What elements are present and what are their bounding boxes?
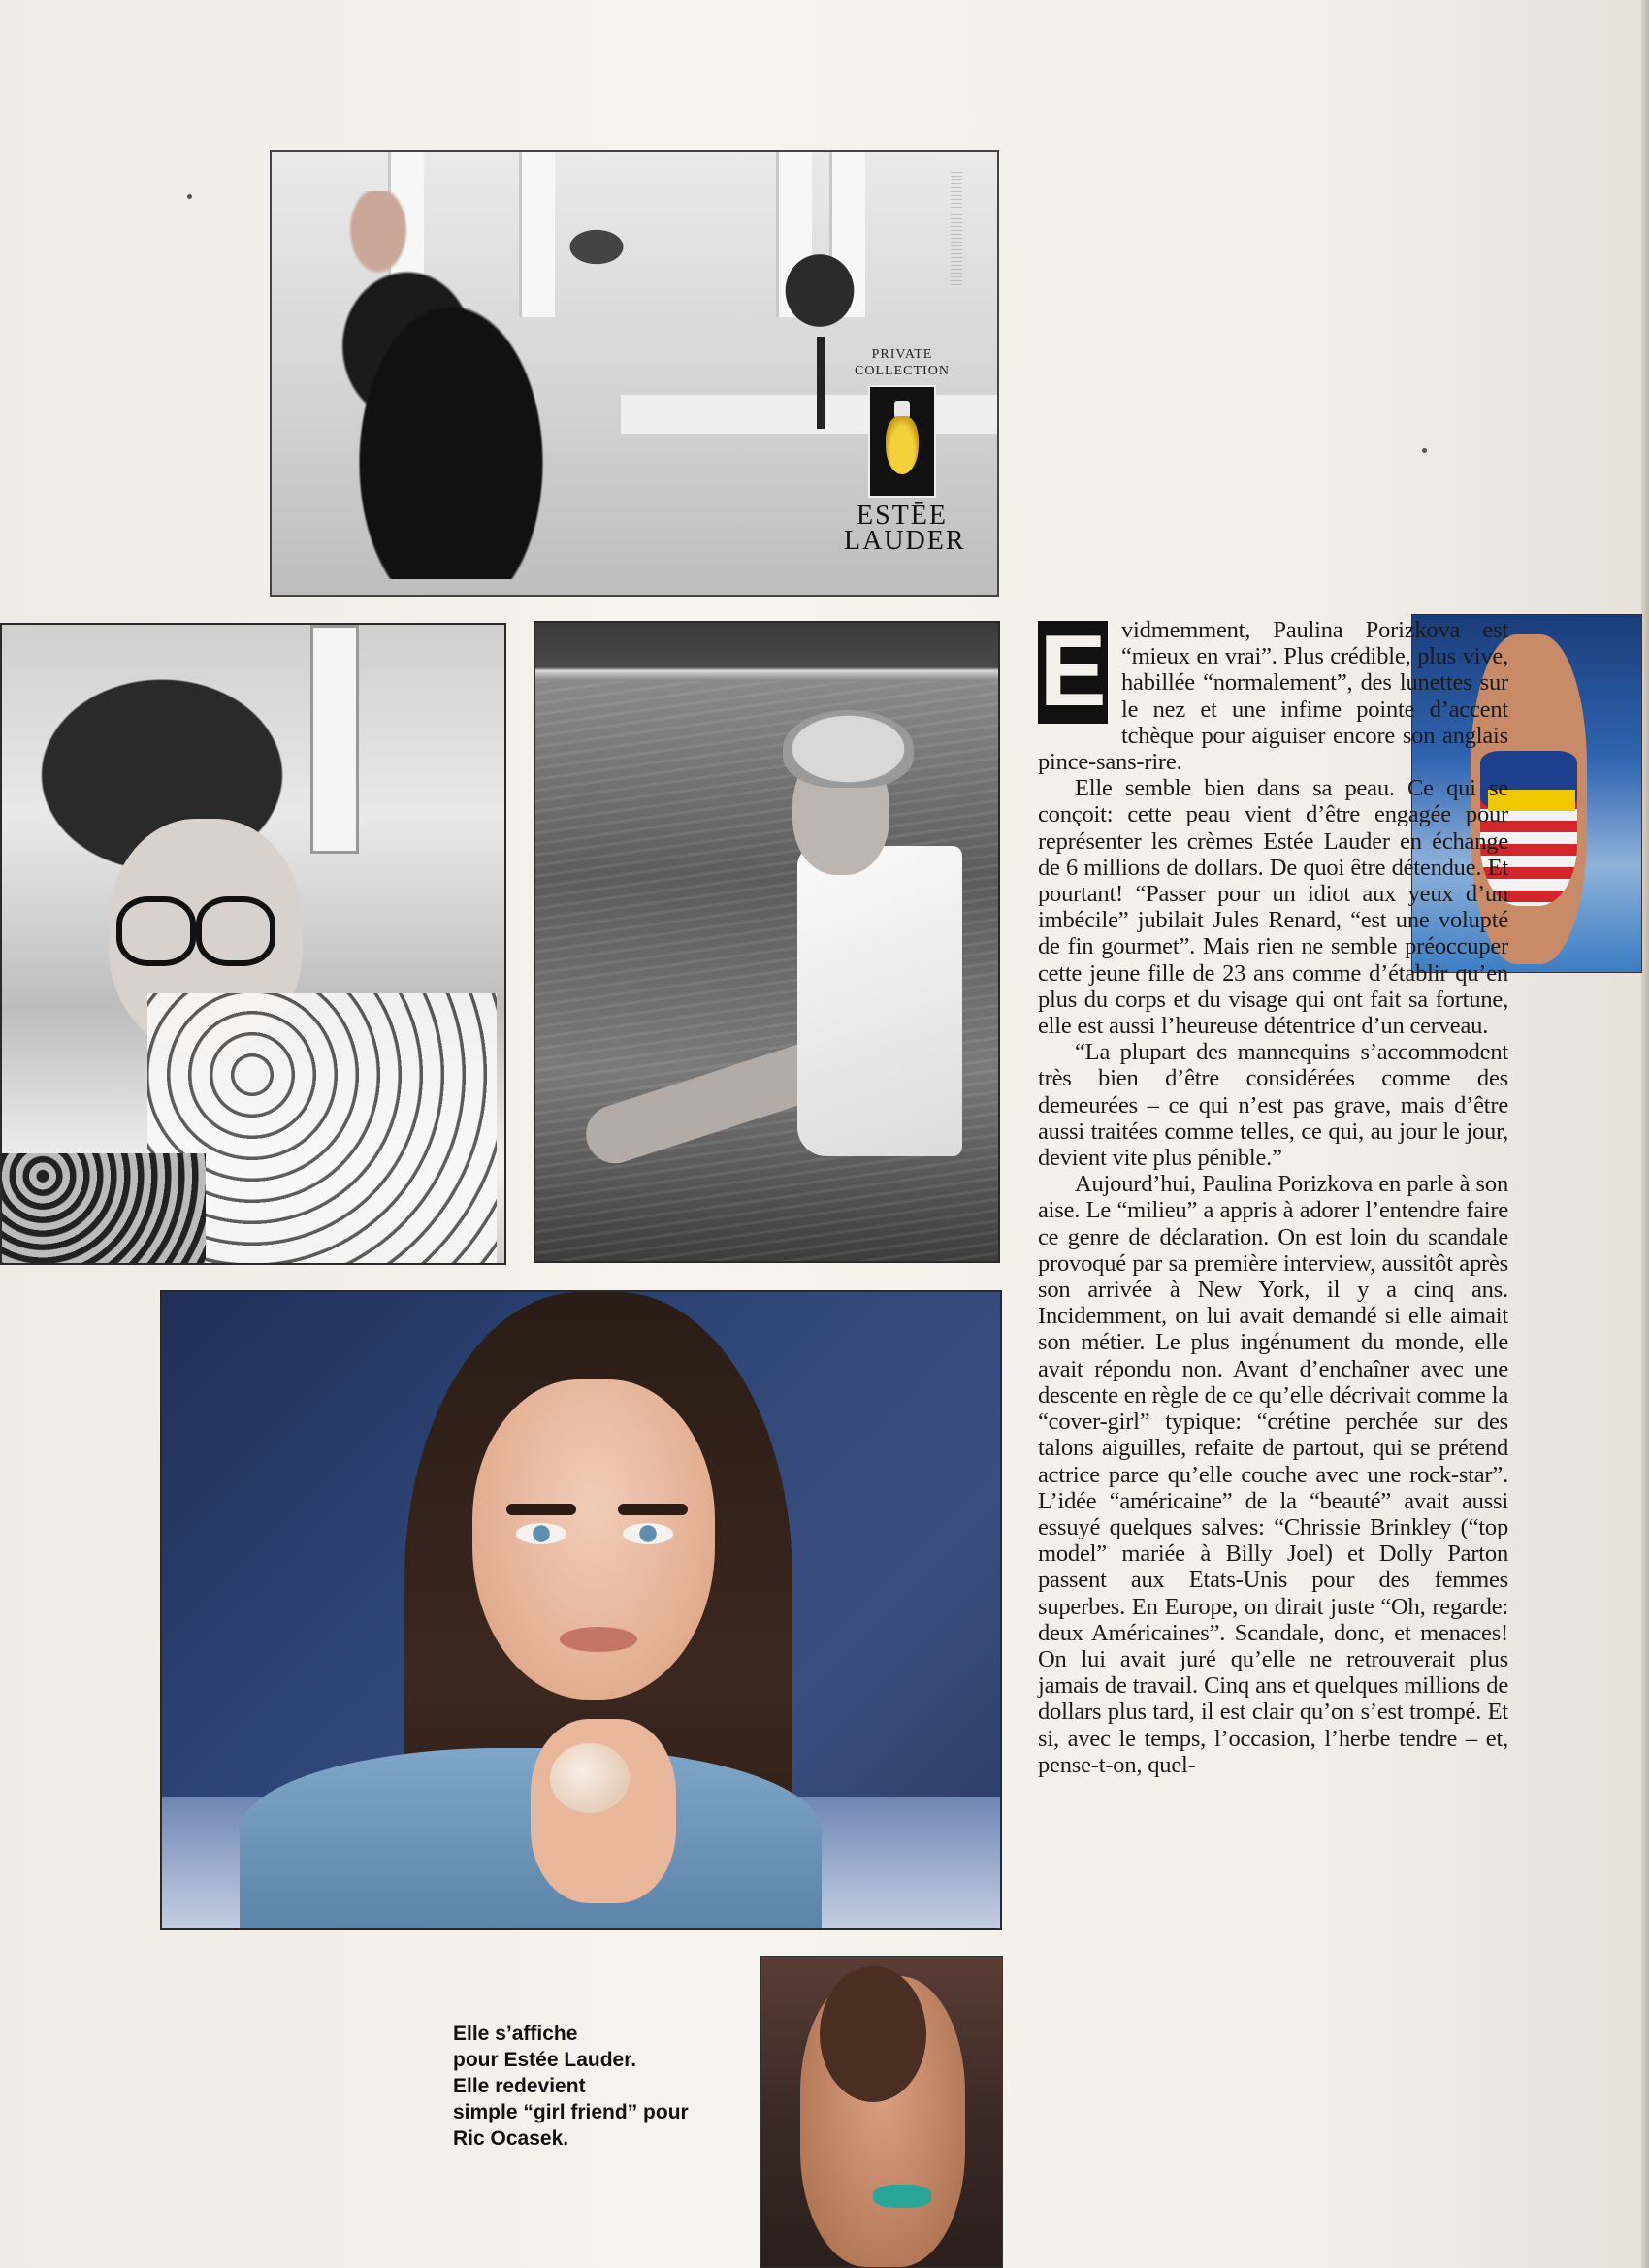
article-paragraph: “La plupart des mannequins s’accommodent très bien d’être considérées comme des demeurées – ce qui n’est pas grave, mais d’être aussi traitées comme telles, ce qui, au jour le jour, devient vite plus pénible.” — [1038, 1039, 1508, 1172]
ad-brand-logo: ESTĒE LAUDER — [844, 501, 966, 556]
lips — [560, 1627, 637, 1652]
article-paragraph — [1038, 617, 1508, 775]
photo-caption: Elle s’affiche pour Estée Lauder. Elle redevient simple “girl friend” pour Ric Ocasek. — [453, 2023, 689, 2150]
eye — [516, 1523, 566, 1544]
eyebrow — [506, 1504, 576, 1515]
estee-lauder-ad-photo — [270, 150, 999, 597]
glasses-lens — [196, 896, 275, 966]
article-body — [1038, 617, 1508, 1778]
glasses-lens — [116, 896, 196, 966]
leopard-print — [2, 1153, 206, 1265]
paper-speck — [1422, 448, 1427, 453]
bikini — [873, 2185, 931, 2208]
drop-cap: E — [1039, 615, 1107, 728]
bikini-photo — [760, 1956, 1003, 2268]
rooster-sculpture — [776, 244, 863, 337]
article-paragraph: Elle semble bien dans sa peau. Ce qui se conçoit: cette peau vient d’être engagée pour représenter les crèmes Estée Lauder en échange de 6 millions de dollars. De quoi être détendue. Et pourtant! “Passer pour un idiot aux yeux d’un imbécile” jubilait Jules Renard, “est une volupté de fin gourmet”. Mais rien ne semble préoccuper cette jeune fille de 23 ans comme d’établir qu’en plus du corps et du visage qui ont fait sa fortune, elle est aussi l’heureuse détentrice d’un cerveau. — [1038, 775, 1508, 1040]
bed-post — [310, 625, 359, 854]
white-shirt — [797, 846, 962, 1156]
ledge — [621, 395, 999, 434]
portrait-photo — [160, 1290, 1002, 1930]
sculpture-stand — [817, 337, 824, 429]
page-edge — [1641, 0, 1649, 2268]
ad-fine-print — [951, 172, 962, 288]
article-paragraph: Aujourd’hui, Paulina Porizkova en parle à son aise. Le “milieu” a appris à adorer l’entendre faire ce genre de déclaration. On est loin du scandale provoqué par sa première interview, aussitôt après son arrivée à New York, il y a cinq ans. Incidemment, on lui avait demandé si elle aimait son métier. Le plus ingénument du monde, elle avait répondu non. Avant d’enchaîner avec une descente en règle de ce qu’elle décrivait comme la “cover-girl” typique: “crétine perchée sur des talons aiguilles, refaite de partout, qui se prétend actrice parce qu’elle couche avec une rock-star”. L’idée “américaine” de la “beauté” avait aussi essuyé quelques salves: “Chrissie Brinkley (“top model” mariée à Billy Joel) et Dolly Parton passent aux Etats-Unis pour des femmes superbes. En Europe, on dirait juste “Oh, regarde: deux Américaines”. Scandale, donc, et menaces! On lui avait juré qu’elle ne retrouverait plus jamais de travail. Cinq ans et quelques millions de dollars plus tard, il est clair qu’on s’est trompé. Et si, avec le temps, l’occasion, l’herbe tendre – et, pense-t-on, quel- — [1038, 1171, 1508, 1778]
perfume-bottle — [886, 416, 919, 474]
ad-collection-label: PRIVATE COLLECTION — [855, 347, 950, 378]
perfume-box — [868, 385, 936, 498]
paper-speck — [187, 194, 192, 199]
eyebrow — [618, 1504, 688, 1515]
water-photo — [534, 621, 1000, 1263]
glasses-photo — [0, 623, 506, 1265]
model-figure — [320, 191, 611, 579]
paragraph-text: vidmemment, Paulina Porizkova est “mieux en vrai”. Plus crédible, plus vive, habillée “normalement”, des lunettes sur le nez et une infime pointe d’accent tchèque pour aiguiser encore son anglais pince-sans-rire. — [1038, 617, 1508, 776]
eye — [623, 1523, 673, 1544]
hair — [820, 1966, 926, 2102]
cookie — [550, 1743, 630, 1813]
head-scarf — [783, 710, 914, 788]
